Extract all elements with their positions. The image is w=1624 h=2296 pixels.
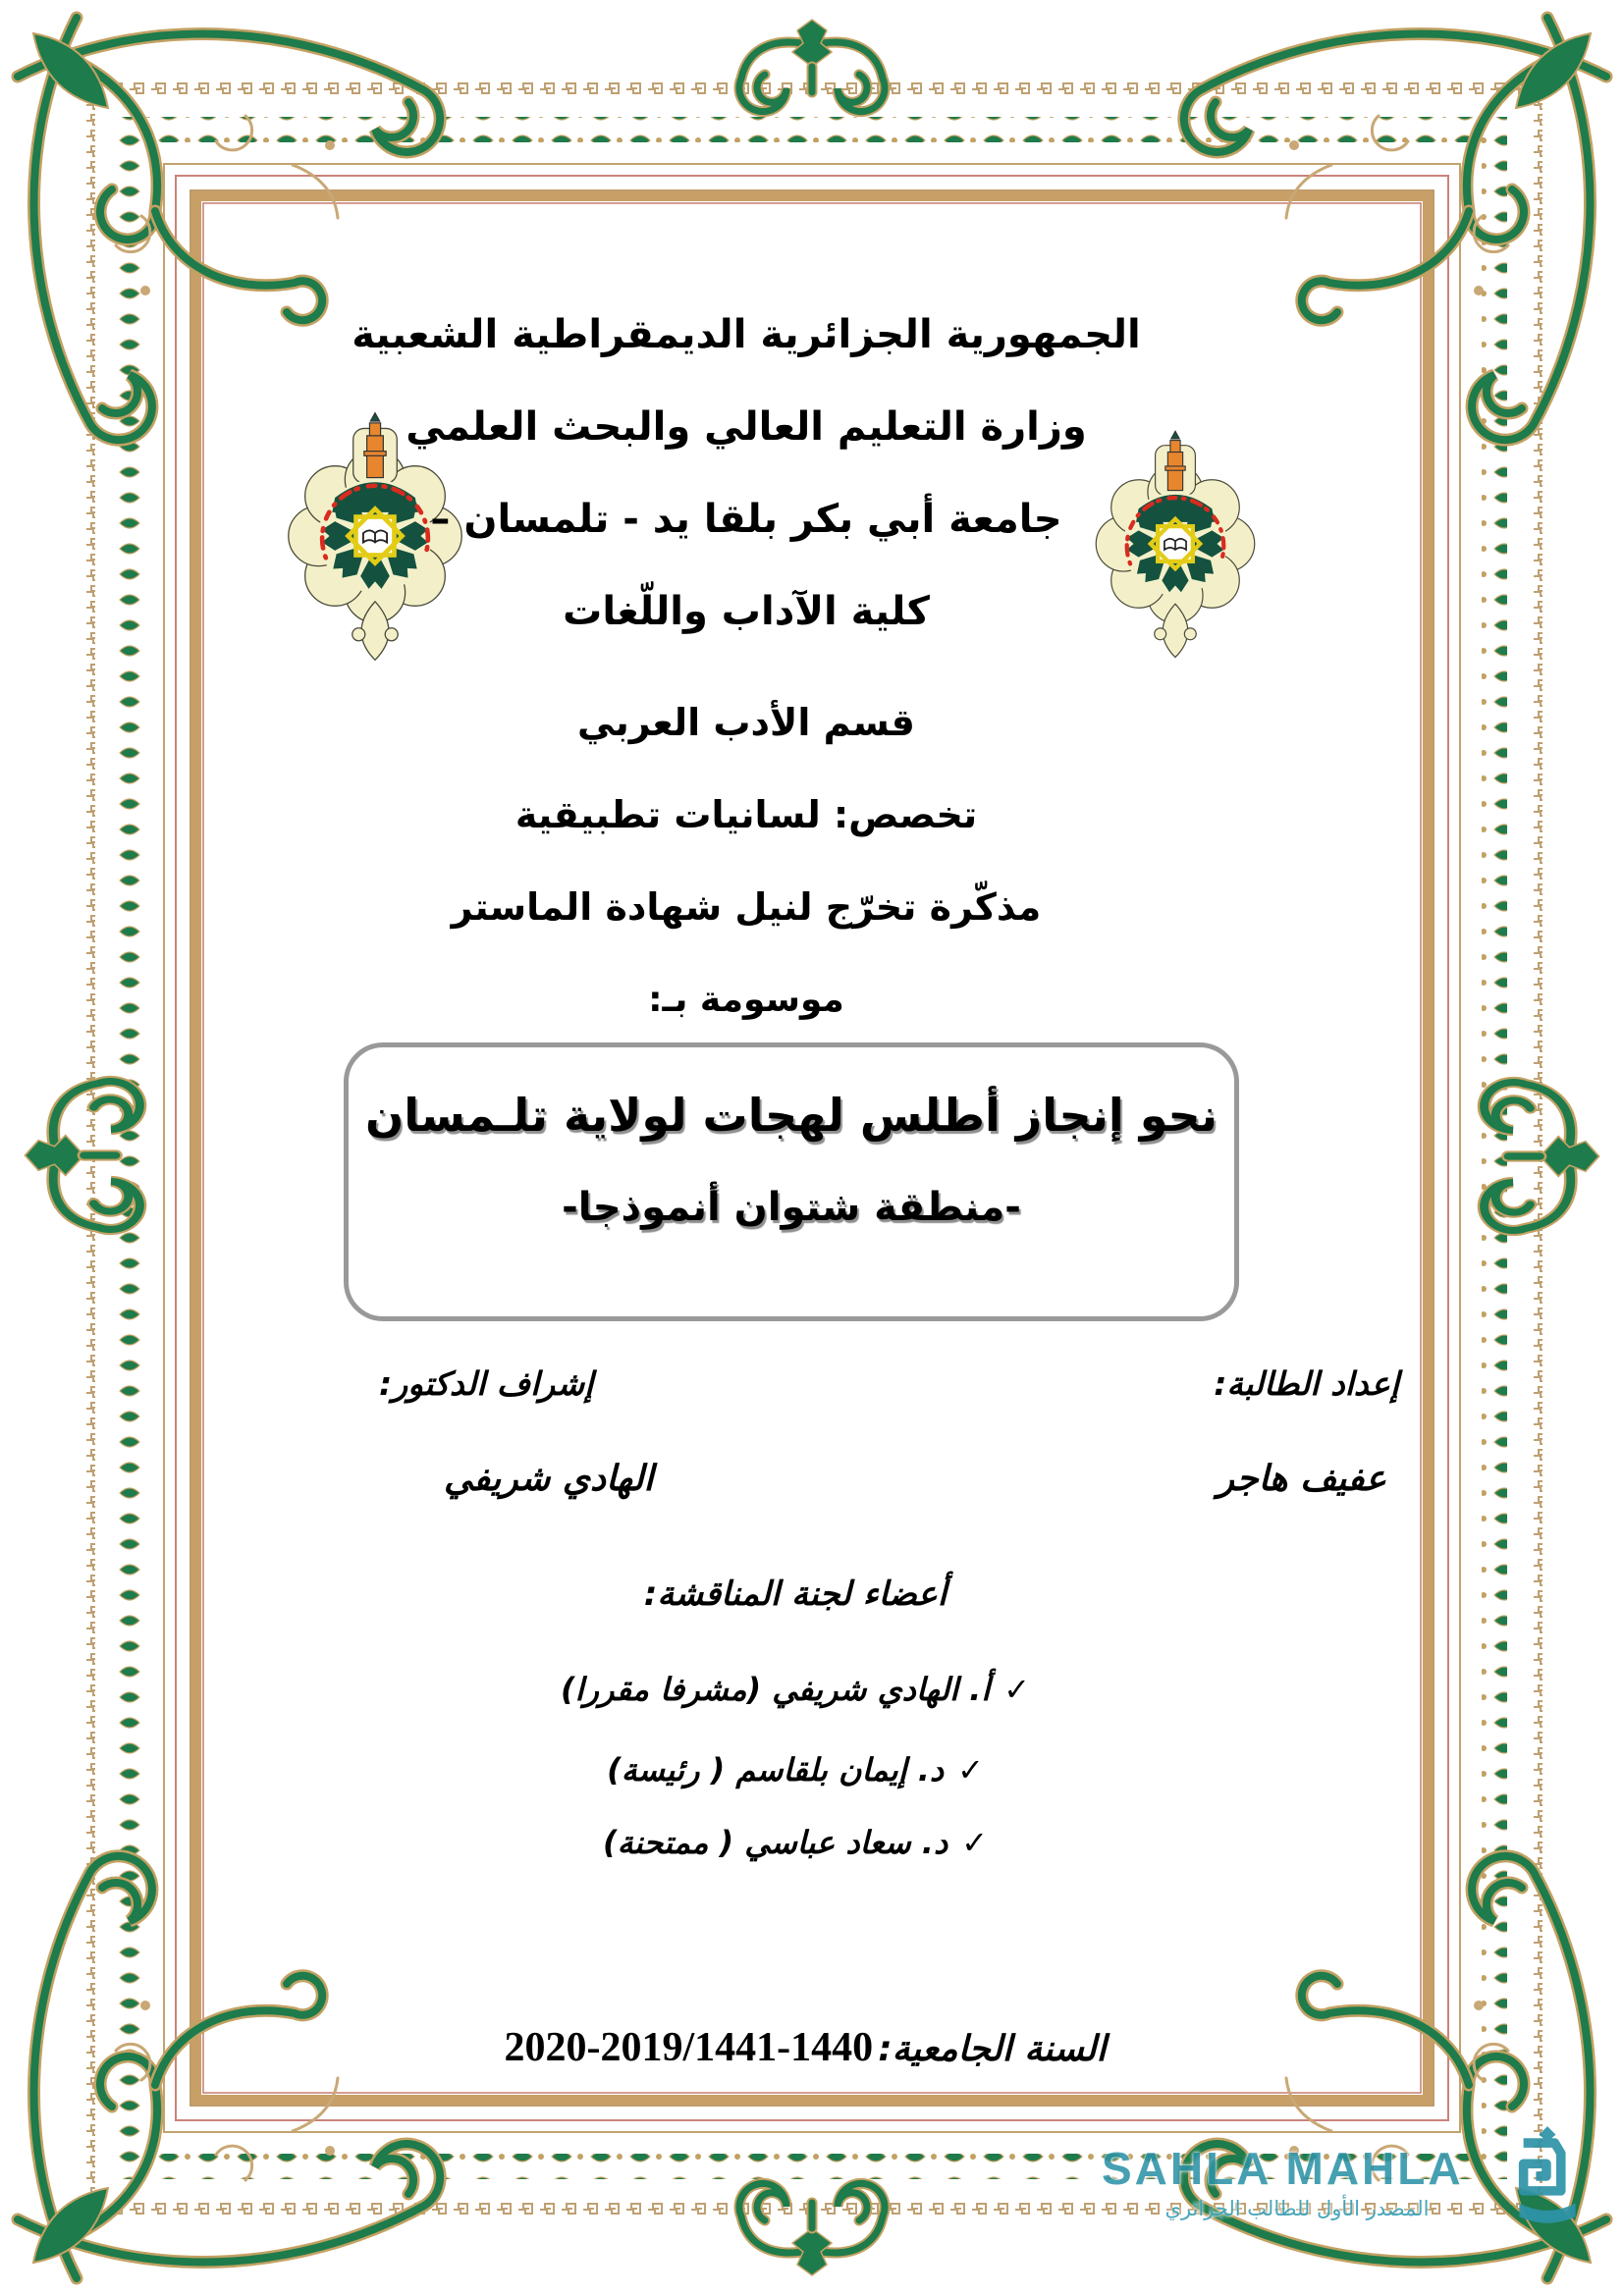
academic-year-value: 2020-2019/1441-1440 [504,2025,874,2070]
republic-line: الجمهورية الجزائرية الديمقراطية الشعبية [352,312,1141,357]
thesis-type-line: مذكّرة تخرّج لنيل شهادة الماستر [451,885,1042,929]
committee-member-text: أ. الهادي شريفي (مشرفا مقررا) [560,1671,991,1708]
university-line: جامعة أبي بكر بلقا يد - تلمسان – [430,497,1062,542]
committee-heading: أعضاء لجنة المناقشة: [643,1575,947,1614]
committee-member-text: د. إيمان بلقاسم ( رئيسة) [607,1751,945,1789]
watermark-tagline-text: المصدر الأول للطالب الجزائري [1164,2197,1430,2220]
ministry-line: وزارة التعليم العالي والبحث العلمي [406,404,1087,450]
titled-with-line: موسومة بـ: [648,980,844,1020]
watermark-brand-text: SAHLA MAHLA [1102,2143,1464,2194]
thesis-title-line-2: -منطقة شتوان أنموذجا- [562,1185,1021,1230]
student-name: عفيف هاجر [1217,1459,1386,1499]
thesis-title-line-1: نحو إنجاز أطلس لهجات لولاية تلـمسان [365,1089,1218,1142]
check-icon: ✓ [961,1824,989,1861]
supervisor-name: الهادي شريفي [444,1459,654,1499]
faculty-line: كلية الآداب واللّغات [563,589,930,634]
supervisor-label: إشراف الدكتور: [379,1364,594,1403]
university-emblem-icon [1092,414,1259,673]
specialty-line: تخصص: لسانيات تطبيقية [514,793,978,836]
academic-year-line [245,2024,1365,2071]
committee-member-row [245,1671,1345,1708]
check-icon: ✓ [1003,1671,1031,1708]
check-icon: ✓ [957,1751,984,1789]
committee-member-text: د. سعاد عباسي ( ممتحنة) [602,1824,948,1861]
thesis-title-box [344,1042,1239,1321]
department-line: قسم الأدب العربي [577,701,915,744]
committee-member-row [245,1824,1345,1861]
academic-year-label: السنة الجامعية: [878,2029,1107,2069]
committee-member-row [245,1751,1345,1789]
student-label: إعداد الطالبة: [1214,1364,1399,1403]
